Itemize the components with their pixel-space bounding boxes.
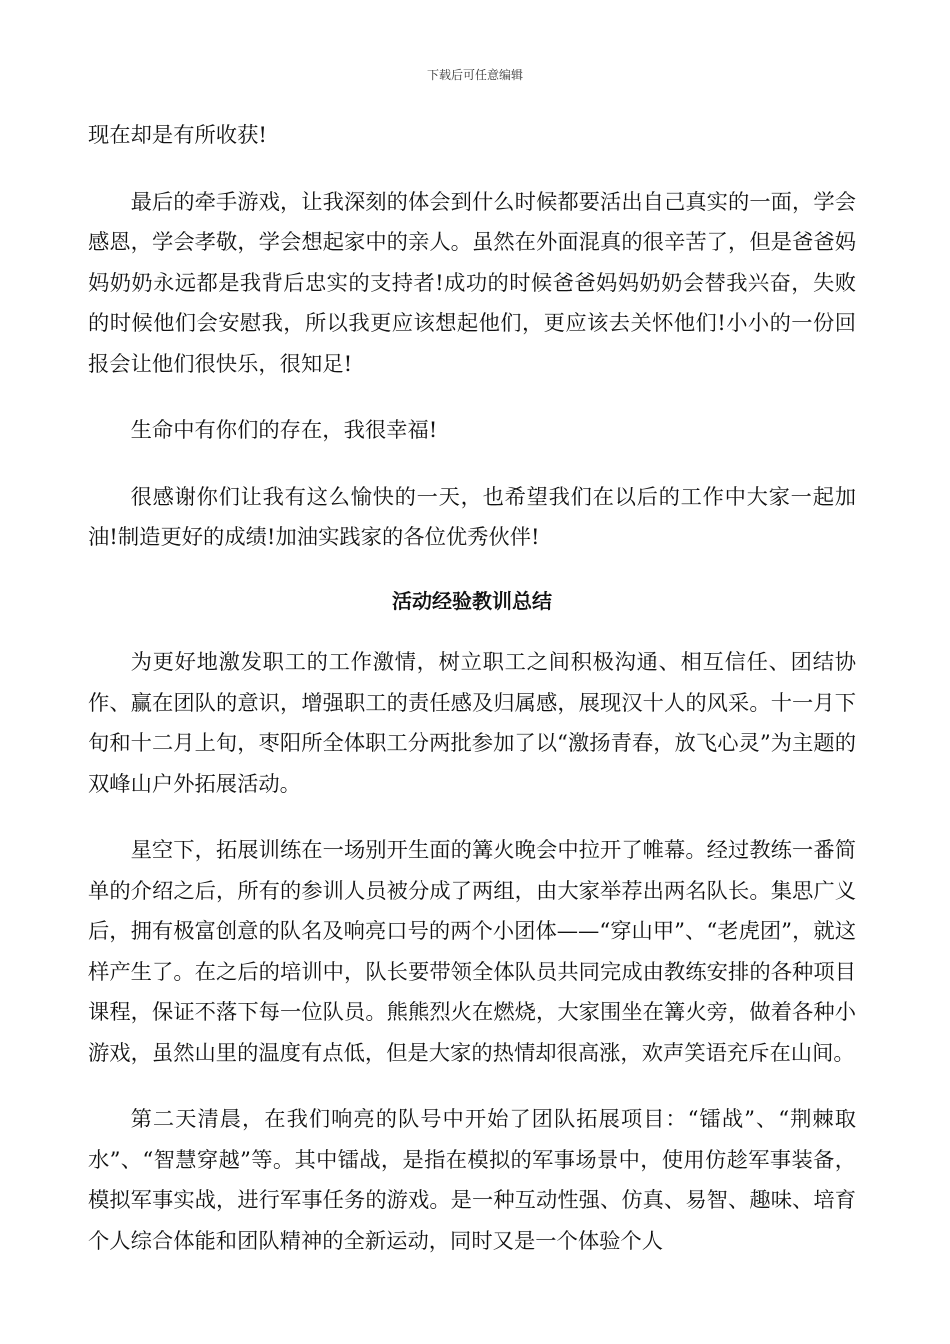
paragraph: 星空下，拓展训练在一场别开生面的篝火晚会中拉开了帷幕。经过教练一番简单的介绍之后，所有的参训人员被分成了两组，由大家举荐出两名队长。集思广义后，拥有极富创意的队名及响亮口号的两个小团体——“穿山甲”、“老虎团”，就这样产生了。在之后的培训中，队长要带领全体队员共同完成由教练安排的各种项目课程，保证不落下每一位队员。熊熊烈火在燃烧，大家围坐在篝火旁，做着各种小游戏，虽然山里的温度有点低，但是大家的热情却很高涨，欢声笑语充斥在山间。 <box>88 838 856 1066</box>
paragraph: 很感谢你们让我有这么愉快的一天，也希望我们在以后的工作中大家一起加油!制造更好的成绩!加油实践家的各位优秀伙伴! <box>88 484 856 550</box>
document-body <box>88 116 856 1262</box>
paragraph: 生命中有你们的存在，我很幸福! <box>130 418 438 443</box>
paragraph: 最后的牵手游戏，让我深刻的体会到什么时候都要活出自己真实的一面，学会感恩，学会孝敬，学会想起家中的亲人。虽然在外面混真的很辛苦了，但是爸爸妈妈奶奶永远都是我背后忠实的支持者!成功的时候爸爸妈妈奶奶会替我兴奋，失败的时候他们会安慰我，所以我更应该想起他们，更应该去关怀他们!小小的一份回报会让他们很快乐，很知足! <box>88 189 856 377</box>
paragraph: 现在却是有所收获! <box>88 123 267 148</box>
section-title: 活动经验教训总结 <box>392 588 552 613</box>
paragraph: 为更好地激发职工的工作激情，树立职工之间积极沟通、相互信任、团结协作、赢在团队的意识，增强职工的责任感及归属感，展现汉十人的风采。十一月下旬和十二月上旬，枣阳所全体职工分两批参加了以“激扬青春，放飞心灵”为主题的双峰山户外拓展活动。 <box>88 650 856 797</box>
page-header: 下载后可任意编辑 <box>426 68 523 82</box>
paragraph: 第二天清晨，在我们响亮的队号中开始了团队拓展项目：“镭战”、“荆棘取水”、“智慧穿越”等。其中镭战，是指在模拟的军事场景中，使用仿趁军事装备，模拟军事实战，进行军事任务的游戏。是一种互动性强、仿真、易智、趣味、培育个人综合体能和团队精神的全新运动，同时又是一个体验个人 <box>88 1107 856 1254</box>
